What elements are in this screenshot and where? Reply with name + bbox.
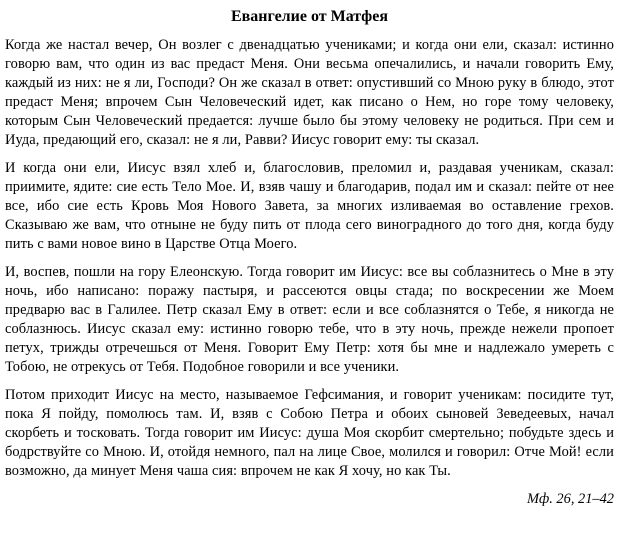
scripture-citation: Мф. 26, 21–42 <box>527 491 614 507</box>
paragraph-gethsemane: Потом приходит Иисус на место, называемое Гефсимания, и говорит ученикам: посидите тут, пока Я пойду, помолюсь там. И, взяв с Собою Петра и обоих сыновей Зеведеевых, начал скорбеть и тосковать. Тогда говорит им Иисус: душа Моя скорбит смертельно; побудьте здесь и бодрствуйте со Мною. И, отойдя немного, пал на лице Свое, молился и говорил: Отче Мой! если возможно, да минует Меня чаша сия: впрочем не как Я хочу, но как Ты. <box>5 387 614 479</box>
paragraph-last-supper-betrayal: Когда же настал вечер, Он возлег с двенадцатью учениками; и когда они ели, сказал: истинно говорю вам, что один из вас предаст Меня. Они весьма опечалились, и начали говорить Ему, каждый из них: не я ли, Господи? Он же сказал в ответ: опустивший со Мною руку в блюдо, этот предаст Меня; впрочем Сын Человеческий идет, как писано о Нем, но горе тому человеку, которым Сын Человеческий предается: лучше было бы этому человеку не родиться. При сем и Иуда, предающий его, сказал: не я ли, Равви? Иисус говорит ему: ты сказал. <box>5 37 614 148</box>
document-title: Евангелие от Матфея <box>230 8 388 25</box>
paragraph-mount-of-olives: И, воспев, пошли на гору Елеонскую. Тогда говорит им Иисус: все вы соблазнитесь о Мне в эту ночь, ибо написано: поражу пастыря, и рассеются овцы стада; по воскресении же Моем предварю вас в Галилее. Петр сказал Ему в ответ: если и все соблазнятся о Тебе, я никогда не соблазнюсь. Иисус сказал ему: истинно говорю тебе, что в эту ночь, прежде нежели пропоет петух, трижды отречешься от Меня. Говорит Ему Петр: хотя бы мне и надлежало умереть с Тобою, не отрекусь от Тебя. Подобное говорили и все ученики. <box>5 264 614 375</box>
paragraph-bread-and-cup: И когда они ели, Иисус взял хлеб и, благословив, преломил и, раздавая ученикам, сказал: приимите, ядите: сие есть Тело Мое. И, взяв чашу и благодарив, подал им и сказал: пейте от нее все, ибо сие есть Кровь Моя Нового Завета, за многих изливаемая во оставление грехов. Сказываю же вам, что отныне не буду пить от плода сего виноградного до того дня, когда буду пить с вами новое вино в Царстве Отца Моего. <box>5 160 614 252</box>
